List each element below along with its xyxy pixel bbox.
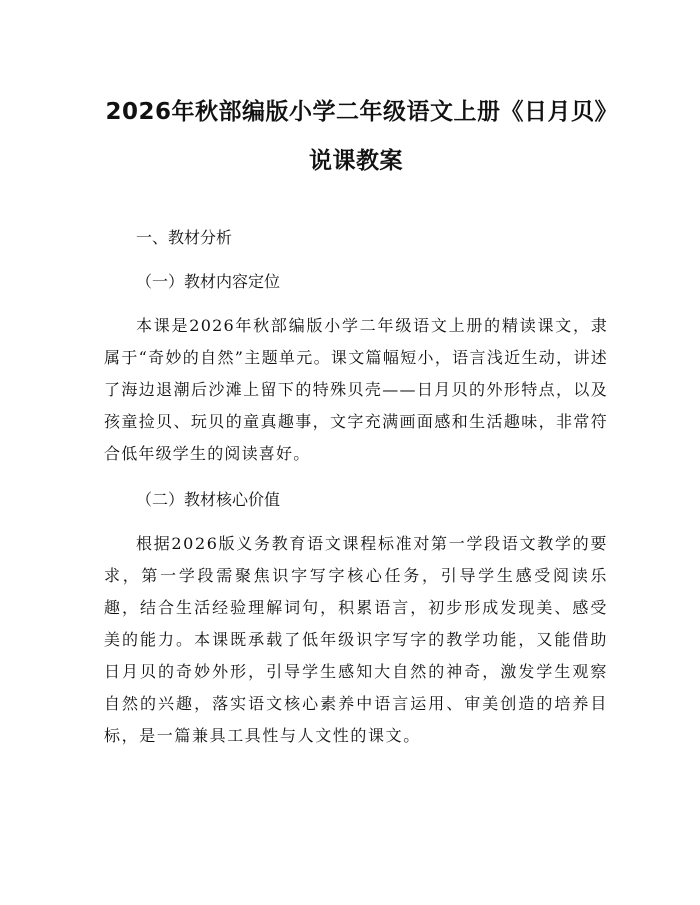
document-body bbox=[104, 222, 608, 752]
section-heading-textbook-analysis: 一、教材分析 bbox=[136, 228, 233, 247]
subsection-heading-core-value: （二）教材核心价值 bbox=[136, 490, 281, 509]
paragraph-core-value: 根据2026版义务教育语文课程标准对第一学段语文教学的要求，第一学段需聚焦识字写字核心任务，引导学生感受阅读乐趣，结合生活经验理解词句，积累语言，初步形成发现美、感受美的能力。本课既承载了低年级识字写字的教学功能，又能借助日月贝的奇妙外形，引导学生感知大自然的神奇，激发学生观察自然的兴趣，落实语文核心素养中语言运用、审美创造的培养目标，是一篇兼具工具性与人文性的课文。 bbox=[104, 534, 608, 745]
document-title: 2026年秋部编版小学二年级语文上册《日月贝》说课教案 bbox=[105, 99, 607, 174]
paragraph-content-positioning: 本课是2026年秋部编版小学二年级语文上册的精读课文，隶属于“奇妙的自然”主题单元。课文篇幅短小，语言浅近生动，讲述了海边退潮后沙滩上留下的特殊贝壳——日月贝的外形特点，以及孩童捡贝、玩贝的童真趣事，文字充满画面感和生活趣味，非常符合低年级学生的阅读喜好。 bbox=[104, 316, 608, 463]
subsection-heading-content-positioning: （一）教材内容定位 bbox=[136, 272, 281, 291]
